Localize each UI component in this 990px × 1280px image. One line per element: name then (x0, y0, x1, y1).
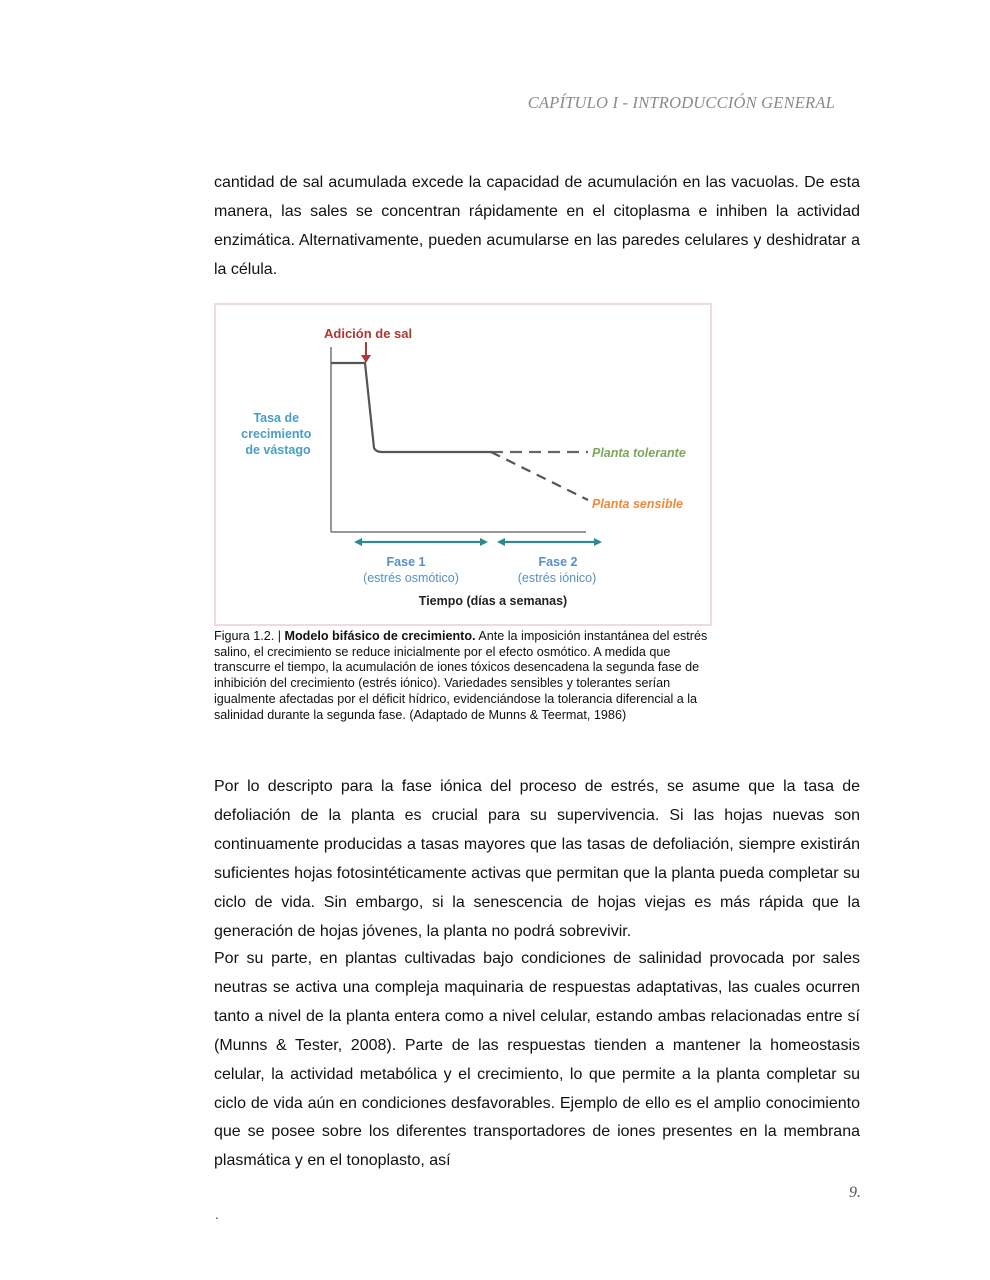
caption-title: Modelo bifásico de crecimiento. (284, 629, 476, 643)
figure-biphasic-growth-model (214, 303, 712, 626)
growth-curve-common (331, 363, 491, 452)
caption-text: Ante la imposición instantánea del estrés salino, el crecimiento se reduce inicialmente por el efecto osmótico. A medida que transcurre el tiempo, la acumulación de iones tóxicos desencadena la segunda fase de inhibición del crecimiento (estrés iónico). Variedades sensibles y tolerantes serían igualmente afectadas por el déficit hídrico, evidenciándose la tolerancia diferencial a la salinidad durante la segunda fase. (Adaptado de Munns & Teermat, 1986) (214, 629, 708, 722)
paragraph-1: cantidad de sal acumulada excede la capacidad de acumulación en las vacuolas. De esta manera, las sales se concentran rápidamente en el citoplasma e inhiben la actividad enzimática. Alternativamente, pueden acumularse en las paredes celulares y deshidratar a la célula. (214, 174, 860, 278)
phase-2-subtitle: (estrés iónico) (517, 571, 597, 585)
legend-sensitive-plant: Planta sensible (592, 497, 684, 511)
y-axis-label: Tasa de crecimiento de vástago (241, 411, 312, 457)
phase-1-subtitle: (estrés osmótico) (363, 571, 459, 585)
legend-tolerant-plant: Planta tolerante (592, 446, 686, 460)
biphasic-growth-diagram (216, 305, 710, 624)
paragraph-3: Por su parte, en plantas cultivadas bajo condiciones de salinidad provocada por sales neutras se activa una compleja maquinaria de respuestas adaptativas, las cuales ocurren tanto a nivel de la planta entera como a nivel celular, estando ambas relacionadas entre sí (Munns & Tester, 2008). Parte de las respuestas tienden a mantener la homeostasis celular, la actividad metabólica y el crecimiento, lo que permite a la planta completar su ciclo de vida aún en condiciones desfavorables. Ejemplo de ello es el amplio conocimiento que se posee sobre los diferentes transportadores de iones presentes en la membrana plasmática y en el tonoplasto, así (214, 950, 860, 1170)
caption-prefix: Figura 1.2. | (214, 629, 285, 643)
growth-curve-sensitive (491, 452, 588, 500)
stray-mark: . (215, 1206, 219, 1222)
running-head-chapter-title: CAPÍTULO I - INTRODUCCIÓN GENERAL (527, 93, 835, 112)
paragraph-2: Por lo descripto para la fase iónica del proceso de estrés, se asume que la tasa de defoliación de la planta es crucial para su supervivencia. Si las hojas nuevas son continuamente producidas a tasas mayores que las tasas de defoliación, siempre existirán suficientes hojas fotosintéticamente activas que permitan que la planta pueda completar su ciclo de vida. Sin embargo, si la senescencia de hojas viejas es más rápida que la generación de hojas jóvenes, la planta no podrá sobrevivir. (214, 778, 860, 940)
page-number: 9. (849, 1184, 861, 1201)
salt-addition-arrowhead-icon (361, 355, 371, 363)
x-axis-label: Tiempo (días a semanas) (418, 594, 568, 608)
phase-1-title: Fase 1 (386, 555, 426, 569)
figure-caption (214, 629, 714, 723)
phase-2-title: Fase 2 (538, 555, 578, 569)
salt-addition-label: Adición de sal (324, 326, 413, 341)
